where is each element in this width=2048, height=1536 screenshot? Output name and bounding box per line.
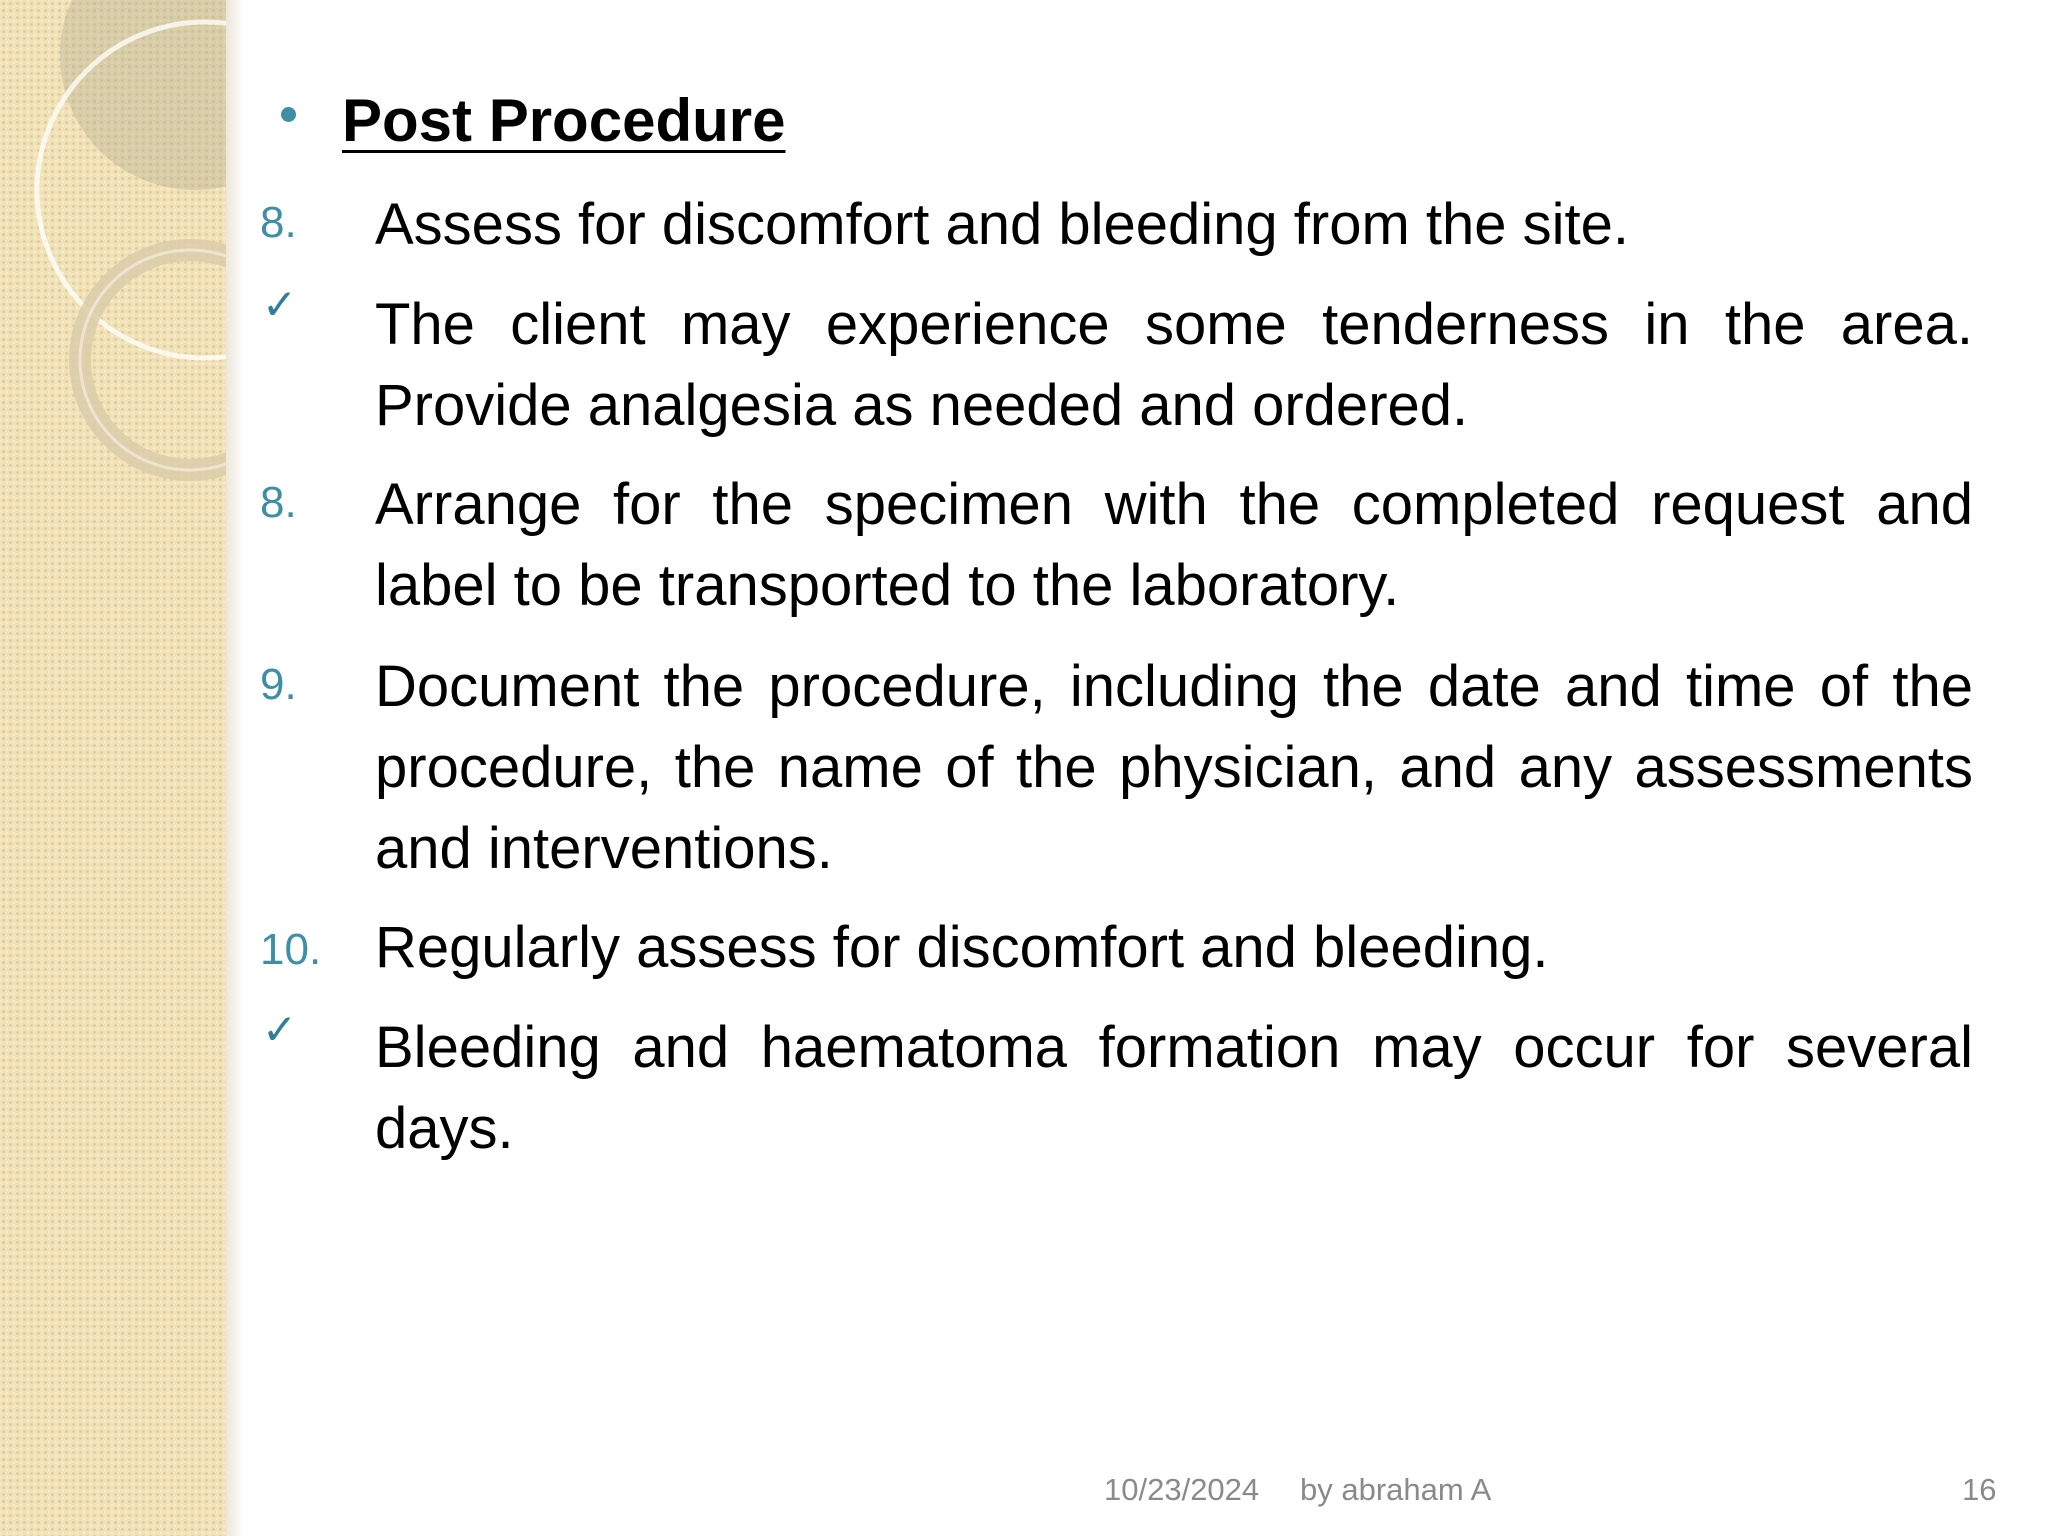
bullet-dot-icon xyxy=(281,107,296,122)
footer-date: 10/23/2024 xyxy=(1104,1472,1260,1507)
checkmark-icon: ✓ xyxy=(262,1006,298,1053)
section-heading: Post Procedure xyxy=(342,87,786,154)
list-item: Regularly assess for discomfort and bleeding. xyxy=(375,915,1549,980)
decorative-circles xyxy=(0,0,226,520)
list-marker-number: 8. xyxy=(260,198,297,247)
footer-author: by abraham A xyxy=(1300,1472,1492,1507)
list-marker-number: 8. xyxy=(260,478,297,527)
list-marker-number: 9. xyxy=(260,660,297,709)
list-item: Assess for discomfort and bleeding from the site. xyxy=(375,192,1630,257)
decorative-sidebar xyxy=(0,0,226,1536)
slide-number: 16 xyxy=(1962,1472,1997,1507)
list-marker-number: 10. xyxy=(260,925,322,974)
checkmark-icon: ✓ xyxy=(262,281,298,328)
list-item: Arrange for the specimen with the completed request and label to be transported to the laboratory. xyxy=(375,472,1973,618)
list-item: Bleeding and haematoma formation may occur for several days. xyxy=(375,1015,1973,1161)
sidebar-shadow xyxy=(226,0,244,1536)
list-item: Document the procedure, including the date and time of the procedure, the name of the physician, and any assessments and interventions. xyxy=(375,654,1973,881)
list-item: The client may experience some tenderness in the area. Provide analgesia as needed and ordered. xyxy=(375,292,1973,438)
